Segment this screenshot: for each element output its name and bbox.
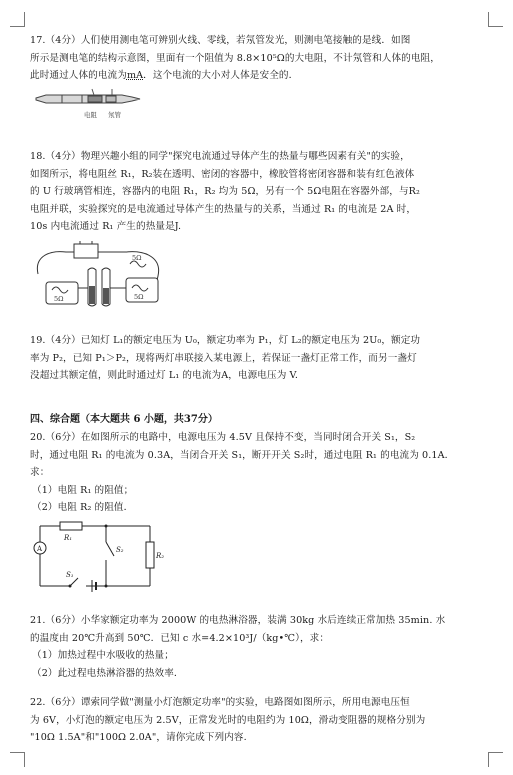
q17-line-3b: ．这个电流的大小对人体是安全的． [143,70,299,81]
q22-line-1: 22.（6分）谭索同学做"测量小灯泡额定功率"的实验，电路图如图所示，所用电源电压恒 [30,697,410,708]
q21-sub-2: （2）此过程电热淋浴器的热效率． [32,667,184,679]
label-s1: S₁ [66,571,74,579]
q21-line-2: 的温度由 20℃升高到 50℃．已知 c 水=4.2×10³J/（kg•℃），求： [30,632,330,644]
heating-experiment-figure [30,238,170,312]
q18-line-1: 18.（4分）物理兴趣小组的同学"探究电流通过导体产生的热量与哪些因素有关"的实验， [30,151,410,162]
question-17 [30,32,480,85]
crop-mark-top-left [10,12,25,27]
q17-line-3a: 此时通过人体的电流为 [30,70,127,81]
switch-s2 [106,542,114,556]
liquid-left [89,286,95,304]
question-19 [30,332,480,385]
label-r1: R₁ [64,534,73,542]
q20-sub-2: （2）电阻 R₂ 的阻值． [32,502,134,513]
q17-line-3 [30,67,480,85]
label-resistor: 电阻 [84,111,97,119]
label-5ohm-right: 5Ω [134,293,144,301]
section-heading: 四、综合题（本大题共 6 小题，共37分） [30,414,218,425]
q21-sub-1: （1）加热过程中水吸收的热量； [32,650,174,661]
question-22 [30,694,480,747]
q21-line-1: 21.（6分）小华家额定功率为 2000W 的电热淋浴器，装满 30kg 水后连续正常加热 35min. 水 [30,615,446,626]
q17-unit: mA [126,70,144,81]
q22-line-3: "10Ω 1.5A"和"100Ω 2.0A"，请你完成下列内容. [30,732,247,743]
label-neon: 氖管 [108,111,121,119]
q17-line-2: 所示是测电笔的结构示意图，里面有一个阻值为 8.8×10⁵Ω的大电阻，不计氖管和人体的电阻， [30,52,440,64]
resistor-r1 [60,522,82,530]
circuit-diagram-q20 [30,516,170,592]
crop-mark-bottom-left [10,752,25,767]
q18-line-4: 电阻并联，实验探究的是电流通过导体产生的热量与的关系，当通过 R₁ 的电流是 2A 时， [30,203,417,215]
question-21 [30,612,480,682]
q20-line-2: 时，通过电阻 R₁ 的电流为 0.3A，当闭合开关 S₁，断开开关 S₂时，通过电阻 R₁ 的电流为 0.1A． [30,449,455,461]
liquid-right [103,288,109,304]
neon-tube-part [106,96,116,102]
resistor-part [88,96,102,102]
q19-line-1: 19.（4分）已知灯 L₁的额定电压为 U₀，额定功率为 P₁，灯 L₂的额定电压为 2U₀，额定功 [30,335,421,346]
switch-s1 [70,578,78,586]
label-r2: R₂ [156,552,165,560]
q19-line-3: 没超过其额定值，则此时通过灯 L₁ 的电流为A，电源电压为 V. [30,370,299,381]
question-20 [30,429,480,517]
q19-line-2: 率为 P₂，已知 P₁＞P₂，现将两灯串联接入某电源上，若保证一盏灯正常工作，而另一盏灯 [30,352,417,364]
q18-line-2: 如图所示，将电阻丝 R₁，R₂装在透明、密闭的容器中，橡胶管将密闭容器和装有红色液体 [30,168,415,180]
q18-line-5: 10s 内电流通过 R₁ 产生的热量是J. [30,221,182,232]
crop-mark-top-right [488,12,503,27]
label-ammeter: A [37,545,43,553]
label-5ohm-outside: 5Ω [132,254,142,262]
q17-line-1: 17.（4分）人们使用测电笔可辨别火线、零线，若氖管发光，则测电笔接触的是线．如图 [30,35,411,46]
label-s2: S₂ [116,546,124,554]
q22-line-2: 为 6V，小灯泡的额定电压为 2.5V，正常发光时的电阻约为 10Ω，滑动变阻器的规格分别为 [30,714,426,726]
q20-sub-1: （1）电阻 R₁ 的阻值； [32,484,134,496]
q20-line-1: 20.（6分）在如图所示的电路中，电源电压为 4.5V 且保持不变，当同时闭合开关 S₁，S₂ [30,432,416,443]
q18-line-3: 的 U 行玻璃管相连，容器内的电阻 R₁，R₂ 均为 5Ω，另有一个 5Ω电阻在容器外部，与R₂ [30,186,420,197]
resistor-r2 [146,542,154,568]
power-supply-icon [74,244,98,258]
label-5ohm-left: 5Ω [54,295,64,303]
test-pen-figure [32,86,142,122]
q20-line-3: 求： [30,467,50,478]
test-pen-icon [36,89,140,103]
crop-mark-bottom-right [488,752,503,767]
question-18 [30,148,480,236]
